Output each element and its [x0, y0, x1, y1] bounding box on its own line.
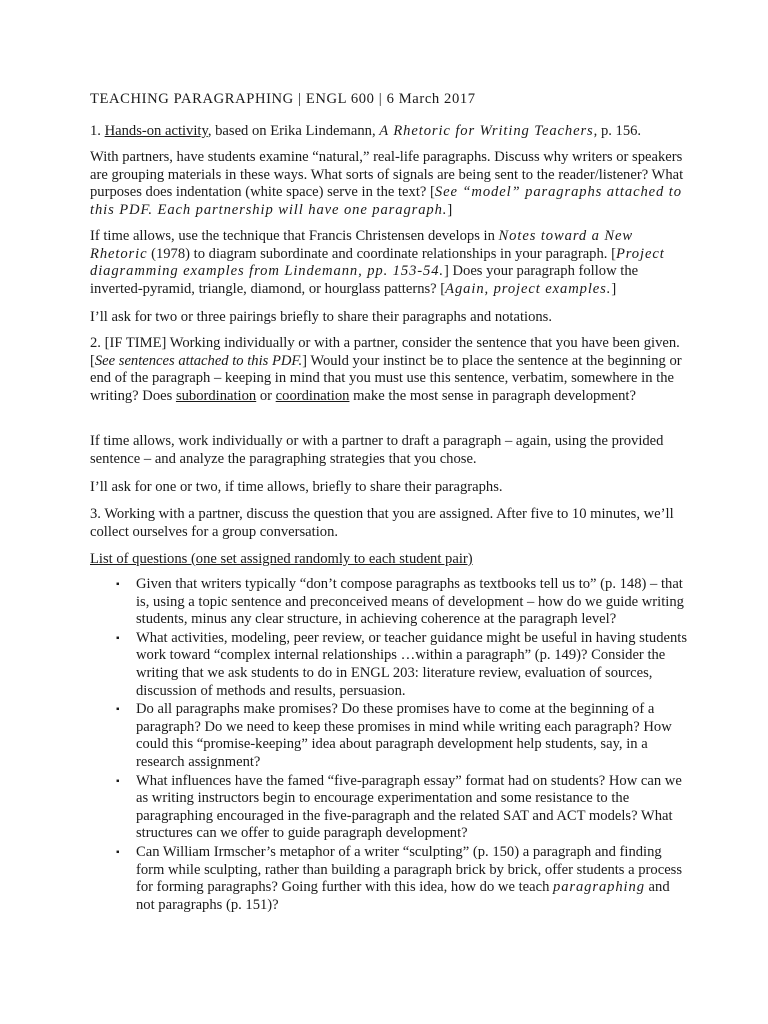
section-2-paragraph-1: 2. [IF TIME] Working individually or with a partner, consider the sentence that you have been given. [See sentences attached to this PDF.] Would your instinct be to place the sentence at the beginning or end of the paragraph – keeping in mind that you must use this sentence, verbatim, somewhere in the writing? Does subordination or coordination make the most sense in paragraph development? [90, 335, 682, 404]
section-1-paragraph-2: If time allows, use the technique that Francis Christensen develops in Notes toward a New Rhetoric (1978) to diagram subordinate and coordinate relationships in your paragraph. [Project diagramming examples from Lindemann, pp. 153-54.] Does your paragraph follow the inverted-pyramid, triangle, diamond, or hourglass patterns? [Again, project examples.] [90, 228, 665, 297]
bracket-note: Again, project examples. [445, 280, 612, 297]
emphasis-text: paragraphing [553, 879, 645, 896]
list-item: ▪ What activities, modeling, peer review, or teacher guidance might be useful in having students work toward “complex internal relationships …within a paragraph” (p. 149)? Consider the writing that we ask students to do in ENGL 203: literature review, evaluation of sources, discussion of methods and results, persuasion. [116, 629, 688, 699]
bracket-note: See “model” paragraphs attached to this PDF. Each partnership will have one paragraph. [90, 184, 682, 218]
document-title: TEACHING PARAGRAPHING | ENGL 600 | 6 March 2017 [90, 91, 476, 107]
list-item: ▪ Can William Irmscher’s metaphor of a writer “sculpting” (p. 150) a paragraph and finding form while sculpting, rather than building a paragraph brick by brick, offer students a process for forming paragraphs? Going further with this idea, how do we teach paragraphing and not paragraphs (p. 151)? [116, 843, 683, 913]
list-item: ▪ What influences have the famed “five-paragraph essay” format had on students? How can we as writing instructors begin to encourage experimentation and some resistance to the paragraphing encouraged in the five-paragraph and the related SAT and ACT models? What structures can we offer to guide paragraph development? [116, 772, 682, 842]
book-title: A Rhetoric for Writing Teachers [379, 123, 594, 139]
bullet-icon: ▪ [116, 775, 120, 787]
list-item: ▪ Do all paragraphs make promises? Do these promises have to come at the beginning of a paragraph? Do we need to keep these promises in mind while writing each paragraph? How could this “promise-keeping” idea about paragraph development help students, say, in a research assignment? [116, 701, 672, 770]
bracket-note: Project diagramming examples from Lindemann, pp. 153-54. [90, 245, 665, 280]
bullet-icon: ▪ [116, 704, 120, 716]
section-1-heading: 1. Hands-on activity, based on Erika Lindemann, A Rhetoric for Writing Teachers, p. 156. [90, 123, 642, 139]
coordination-term: coordination [275, 387, 350, 404]
section-2-paragraph-3: I’ll ask for one or two, if time allows, briefly to share their paragraphs. [90, 479, 503, 495]
section-1-paragraph-1: With partners, have students examine “natural,” real-life paragraphs. Discuss why writers or speakers are grouping materials in these ways. What sorts of signals are being sent to the reader/listener? What purposes does indentation (white space) serve in the text? [See “model” paragraphs attached to this PDF. Each partnership will have one paragraph.] [90, 149, 684, 218]
question-list [90, 576, 690, 915]
bracket-note: See sentences attached to this PDF. [94, 352, 303, 369]
book-title: Notes toward a New Rhetoric [90, 228, 633, 262]
section-3-paragraph-1: 3. Working with a partner, discuss the question that you are assigned. After five to 10 minutes, we’ll collect ourselves for a group conversation. [90, 506, 674, 540]
list-item: ▪ Given that writers typically “don’t compose paragraphs as textbooks tell us to” (p. 148) – that is, using a topic sentence and preconceived means of development – how do we guide writing students, minus any clear structure, in achieving coherence at the paragraph level? [116, 576, 684, 628]
bullet-icon: ▪ [116, 632, 120, 644]
hands-on-activity-text: Hands-on activity [104, 123, 208, 139]
section-2-paragraph-2: If time allows, work individually or with a partner to draft a paragraph – again, using the provided sentence – and analyze the paragraphing strategies that you chose. [90, 433, 664, 467]
bullet-icon: ▪ [116, 846, 120, 858]
section-1-paragraph-3: I’ll ask for two or three pairings briefly to share their paragraphs and notations. [90, 309, 552, 325]
question-list-heading: List of questions (one set assigned randomly to each student pair) [90, 551, 473, 567]
subordination-term: subordination [175, 387, 257, 404]
bullet-icon: ▪ [116, 579, 120, 590]
